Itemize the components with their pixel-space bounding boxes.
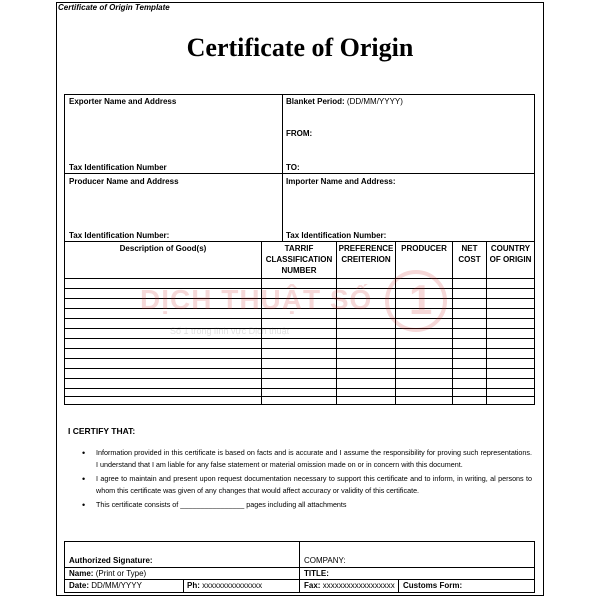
col-country-origin: COUNTRY OF ORIGIN	[489, 244, 532, 264]
col-preference: PREFERENCE CREITERION	[338, 244, 394, 264]
page-title: Certificate of Origin	[186, 33, 414, 62]
row-divider	[65, 173, 534, 174]
exporter-label: Exporter Name and Address	[69, 97, 177, 106]
blanket-period-field[interactable]	[286, 97, 403, 106]
company-label: COMPANY:	[304, 556, 346, 565]
col-divider	[486, 241, 487, 404]
goods-row-line	[65, 396, 534, 397]
goods-row-line	[65, 368, 534, 369]
title-label: TITLE:	[304, 569, 329, 578]
to-label: TO:	[286, 163, 300, 172]
importer-tax-label: Tax Identification Number:	[286, 231, 387, 240]
date-value: DD/MM/YYYY	[91, 581, 142, 590]
fax-value: xxxxxxxxxxxxxxxxxx	[322, 581, 395, 590]
watermark-brand: DỊCH THUẬT SỐ	[140, 284, 373, 315]
blanket-period-label: Blanket Period:	[286, 97, 345, 106]
importer-label: Importer Name and Address:	[286, 177, 396, 186]
row-divider	[65, 241, 534, 242]
exporter-tax-label: Tax Identification Number	[69, 163, 167, 172]
watermark-number: 1	[409, 276, 433, 323]
goods-row-line	[65, 358, 534, 359]
name-value: (Print or Type)	[95, 569, 147, 578]
watermark-logo	[140, 270, 470, 350]
producer-label: Producer Name and Address	[69, 177, 179, 186]
col-divider	[183, 579, 184, 592]
date-field[interactable]	[69, 581, 142, 590]
from-label: FROM:	[286, 129, 313, 138]
col-divider	[299, 542, 300, 592]
col-net-cost: NET COST	[458, 244, 481, 264]
goods-row-line	[65, 378, 534, 379]
col-tarrif: TARRIF CLASSIFICATION NUMBER	[265, 244, 333, 275]
phone-value: xxxxxxxxxxxxxxx	[202, 581, 263, 590]
customs-form-label: Customs Form:	[403, 581, 463, 590]
date-label: Date:	[69, 581, 90, 590]
signature-block	[64, 541, 535, 593]
col-divider	[398, 579, 399, 592]
fax-field[interactable]	[304, 581, 395, 590]
phone-field[interactable]	[187, 581, 262, 590]
producer-tax-label: Tax Identification Number:	[69, 231, 170, 240]
fax-label: Fax:	[304, 581, 321, 590]
section-divider	[282, 95, 283, 241]
name-label: Name:	[69, 569, 94, 578]
certify-item: • Information provided in this certificate is based on facts and is accurate and I assume the responsibility for proving such representations. I understand that I am liable for any false statement or material omission made on or in concern with this document.	[80, 447, 532, 471]
certify-item: • I agree to maintain and present upon request documentation necessary to support this certificate and to inform, in writing, al persons to whom this certificate was given of any changes that would affect accuracy or validity of this certificate.	[80, 473, 532, 497]
col-description: Description of Good(s)	[119, 244, 207, 253]
blanket-period-format: (DD/MM/YYYY)	[346, 97, 403, 106]
phone-label: Ph:	[187, 581, 200, 590]
goods-row-line	[65, 388, 534, 389]
origin-form-table	[64, 94, 535, 405]
authorized-signature-label: Authorized Signature:	[69, 556, 153, 565]
certify-item: • This certificate consists of ________________ pages including all attachments	[80, 499, 532, 511]
template-label: Certificate of Origin Template	[58, 3, 170, 12]
certify-list	[80, 447, 532, 513]
watermark-tagline: Số 1 trong lĩnh vực Dịch thuật	[170, 326, 290, 336]
col-producer: PRODUCER	[401, 244, 447, 253]
certify-heading: I CERTIFY THAT:	[68, 426, 136, 436]
name-field[interactable]	[69, 569, 146, 578]
